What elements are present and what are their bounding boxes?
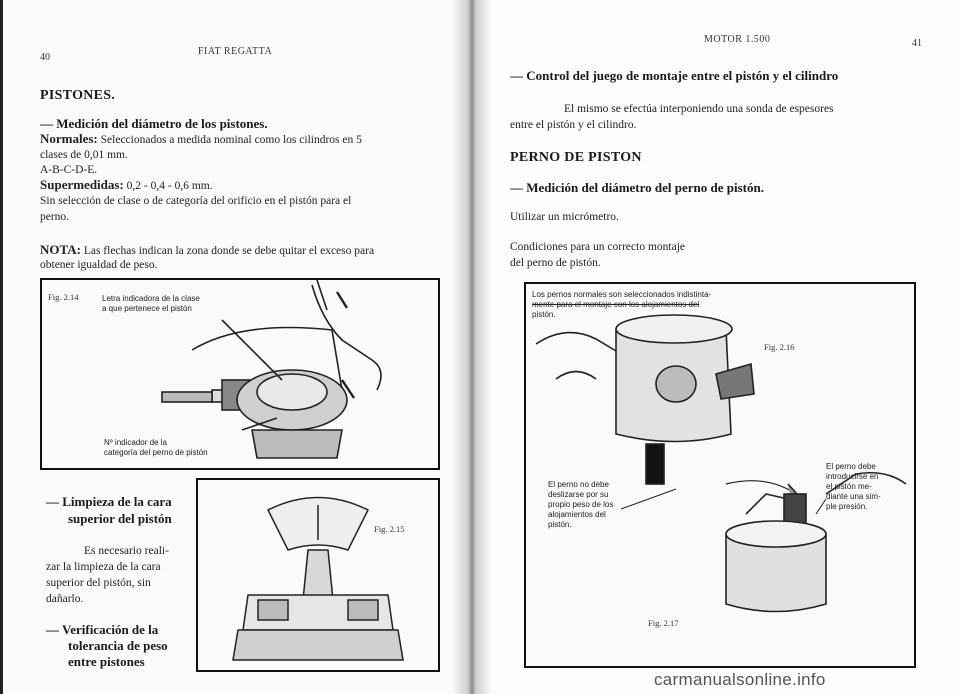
section-title-pistones: PISTONES. (40, 88, 116, 103)
heading-limpieza-1: — Limpieza de la cara (46, 494, 172, 509)
piston-classes: A-B-C-D-E. (40, 164, 98, 176)
running-header-right: MOTOR 1.500 (704, 34, 771, 45)
sin-seleccion-2: perno. (40, 211, 70, 223)
fig-2-17-caption-right-2: introducirse en (826, 472, 879, 481)
piston-pin-illustration (526, 284, 914, 666)
fig-2-16-caption-top-1: Los pernos normales son seleccionados indistinta- (532, 290, 712, 299)
right-page (470, 0, 960, 694)
fig-2-16-caption-left-1: El perno no debe (548, 480, 609, 489)
nota-line (40, 242, 455, 259)
fig-2-14-caption-top-2: a que pertenece el pistón (102, 304, 192, 313)
left-page (0, 0, 470, 694)
fig-2-16-label: Fig. 2.16 (764, 342, 795, 352)
fig-2-14-caption-bottom-1: Nº indicador de la (104, 438, 167, 447)
nota-label: NOTA: (40, 242, 81, 257)
heading-medicion-perno: — Medición del diámetro del perno de pistón. (510, 180, 764, 195)
fig-2-16-caption-left-4: alojamientos del (548, 510, 606, 519)
supermedidas-label: Supermedidas: (40, 177, 124, 192)
nota-text: Las flechas indican la zona donde se debe quitar el exceso para (83, 245, 375, 257)
left-edge (0, 0, 3, 694)
normales-label: Normales: (40, 131, 98, 146)
figure-2-15 (196, 478, 440, 672)
limpieza-text-4: dañarlo. (46, 593, 84, 605)
fig-2-16-caption-top-3: pistón. (532, 310, 556, 319)
fig-2-17-caption-right-4: diante una sim- (826, 492, 881, 501)
fig-2-15-label: Fig. 2.15 (374, 524, 405, 534)
running-header-left: FIAT REGATTA (198, 46, 273, 57)
sin-seleccion-1: Sin selección de clase o de categoría del orificio en el pistón para el (40, 195, 352, 207)
supermedidas-line (40, 177, 450, 194)
fig-2-17-caption-right-3: el pistón me- (826, 482, 872, 491)
fig-2-17-caption-right-5: ple presión. (826, 502, 868, 511)
utilizar-micrometro: Utilizar un micrómetro. (510, 211, 619, 223)
fig-2-14-caption-bottom-2: categoría del perno de pistón (104, 448, 208, 457)
supermedidas-text: 0,2 - 0,4 - 0,6 mm. (126, 180, 213, 192)
fig-2-16-caption-top-2: mente para el montaje con los alojamientos del (532, 300, 700, 309)
fig-2-14-label: Fig. 2.14 (48, 292, 79, 302)
nota-text-2: obtener igualdad de peso. (40, 259, 158, 271)
figure-2-16-2-17 (524, 282, 916, 668)
condiciones-1: Condiciones para un correcto montaje (510, 241, 685, 253)
fig-2-14-caption-top-1: Letra indicadora de la clase (102, 294, 200, 303)
limpieza-text-3: superior del pistón, sin (46, 577, 151, 589)
figure-2-14 (40, 278, 440, 470)
heading-measure-piston: — Medición del diámetro de los pistones. (40, 116, 268, 131)
section-title-perno: PERNO DE PISTON (510, 150, 642, 165)
fig-2-16-caption-left-2: deslizarse por su (548, 490, 609, 499)
limpieza-text-1: Es necesario reali- (84, 545, 169, 557)
normales-text-2: clases de 0,01 mm. (40, 149, 128, 161)
book-gutter-shadow (452, 0, 492, 694)
heading-verificacion-1: — Verificación de la (46, 622, 159, 637)
heading-verificacion-3: entre pistones (68, 654, 145, 669)
heading-control-juego: — Control del juego de montaje entre el pistón y el cilindro (510, 68, 839, 83)
control-text-2: entre el pistón y el cilindro. (510, 119, 637, 131)
fig-2-17-label: Fig. 2.17 (648, 618, 679, 628)
heading-limpieza-2: superior del pistón (68, 511, 172, 526)
micrometer-piston-illustration (42, 280, 438, 468)
heading-verificacion-2: tolerancia de peso (68, 638, 168, 653)
page-number-right: 41 (912, 38, 922, 49)
normales-text: Seleccionados a medida nominal como los cilindros en 5 (100, 134, 362, 146)
control-text-1: El mismo se efectúa interponiendo una sonda de espesores (564, 103, 834, 115)
condiciones-2: del perno de pistón. (510, 257, 601, 269)
fig-2-16-caption-left-5: pistón. (548, 520, 572, 529)
normales-line (40, 131, 450, 148)
page-number-left: 40 (40, 52, 50, 63)
fig-2-17-caption-right-1: El perno debe (826, 462, 876, 471)
watermark-text: carmanualsonline.info (654, 670, 826, 689)
weighing-scale-illustration (198, 480, 438, 670)
limpieza-text-2: zar la limpieza de la cara (46, 561, 161, 573)
fig-2-16-caption-left-3: propio peso de los (548, 500, 614, 509)
